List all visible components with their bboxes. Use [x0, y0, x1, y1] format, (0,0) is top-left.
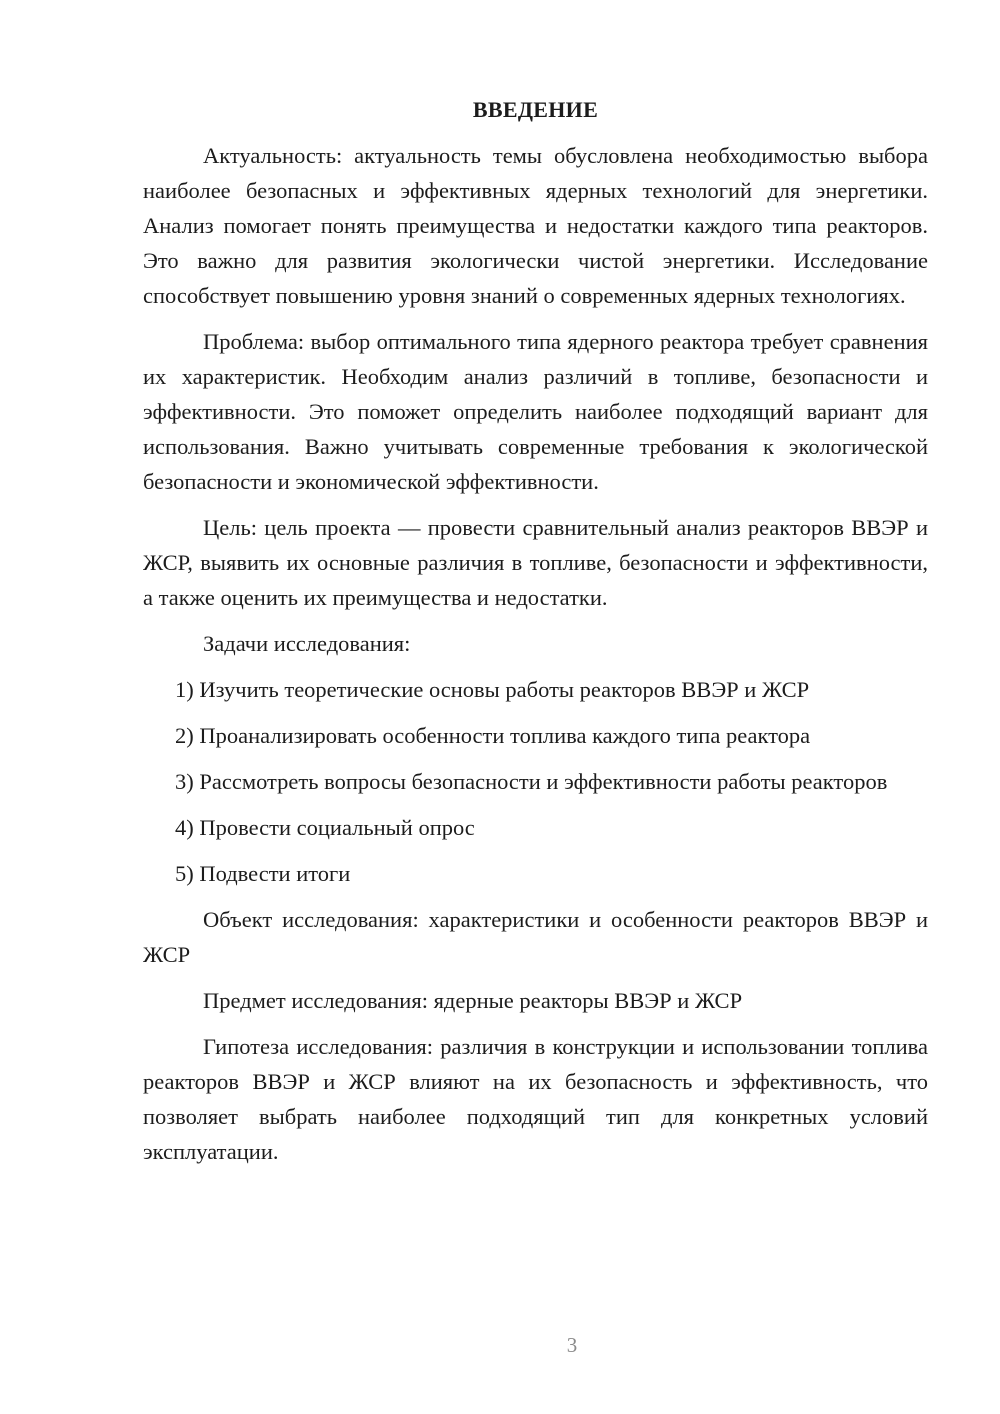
task-item-1: 1) Изучить теоретические основы работы реакторов ВВЭР и ЖСР — [175, 677, 810, 702]
section-heading: ВВЕДЕНИЕ — [472, 97, 599, 122]
subject-paragraph: Предмет исследования: ядерные реакторы ВВЭР и ЖСР — [203, 988, 743, 1013]
relevance-paragraph: Актуальность: актуальность темы обусловлена необходимостью выбора наиболее безопасных и эффективных ядерных технологий для энергетики. Анализ помогает понять преимущества и недостатки каждого типа реакторов. Это важно для развития экологически чистой энергетики. Исследование способствует повышению уровня знаний о современных ядерных технологиях. — [143, 143, 928, 308]
tasks-title: Задачи исследования: — [203, 631, 411, 656]
page-number: 3 — [566, 1333, 578, 1357]
page-content — [143, 94, 928, 1180]
task-item-3: 3) Рассмотреть вопросы безопасности и эффективности работы реакторов — [175, 769, 888, 794]
problem-paragraph: Проблема: выбор оптимального типа ядерного реактора требует сравнения их характеристик. Необходим анализ различий в топливе, безопасности и эффективности. Это поможет определить наиболее подходящий вариант для использования. Важно учитывать современные требования к экологической безопасности и экономической эффективности. — [143, 329, 928, 494]
hypothesis-paragraph: Гипотеза исследования: различия в конструкции и использовании топлива реакторов ВВЭР и ЖСР влияют на их безопасность и эффективность, что позволяет выбрать наиболее подходящий тип для конкретных условий эксплуатации. — [143, 1034, 928, 1164]
task-item-5: 5) Подвести итоги — [175, 861, 351, 886]
task-item-4: 4) Провести социальный опрос — [175, 815, 475, 840]
object-paragraph: Объект исследования: характеристики и особенности реакторов ВВЭР и ЖСР — [143, 907, 928, 967]
task-item-2: 2) Проанализировать особенности топлива каждого типа реактора — [175, 723, 811, 748]
goal-paragraph: Цель: цель проекта — провести сравнительный анализ реакторов ВВЭР и ЖСР, выявить их основные различия в топливе, безопасности и эффективности, а также оценить их преимущества и недостатки. — [143, 515, 928, 610]
